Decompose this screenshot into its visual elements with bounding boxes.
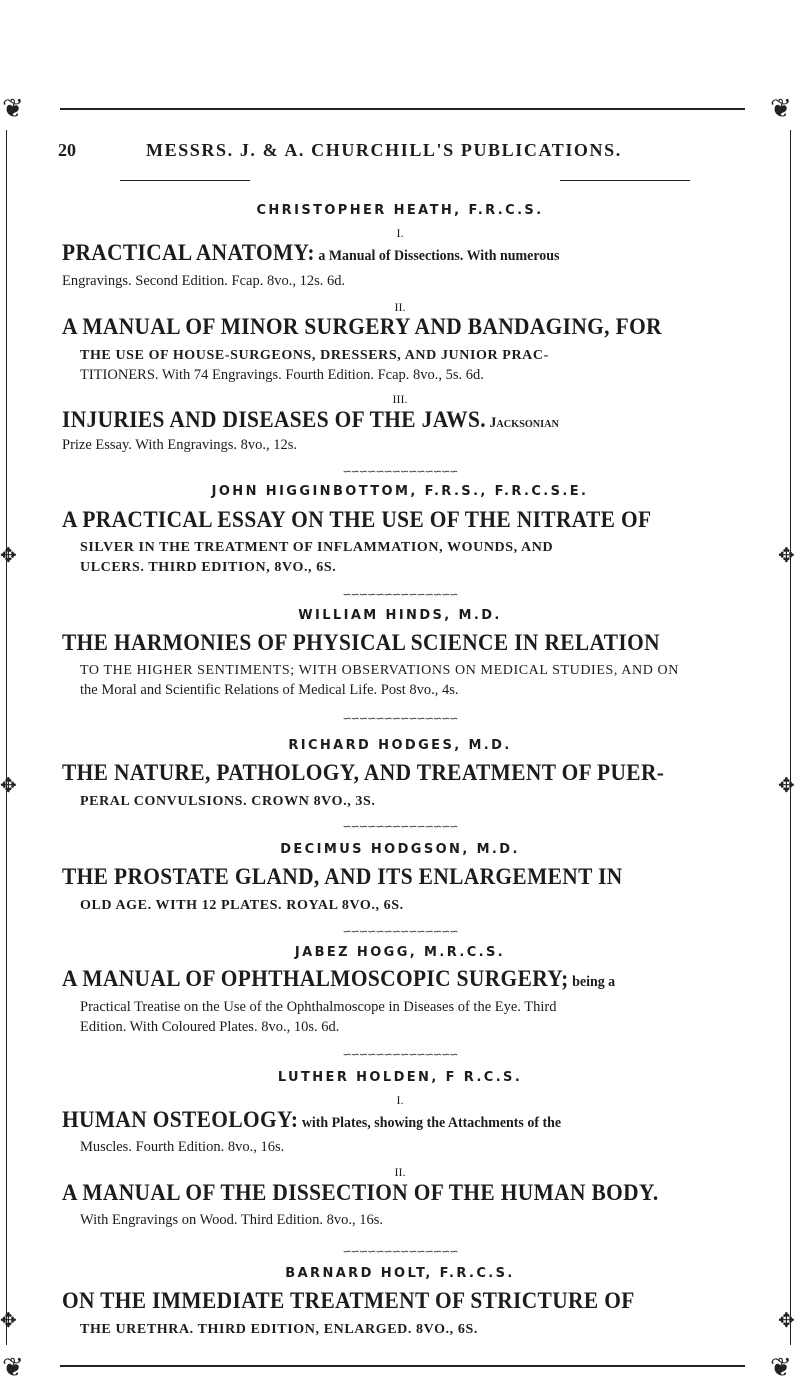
book-description: PERAL CONVULSIONS. CROWN 8VO., 3S. [80,794,376,809]
title-main: HUMAN OSTEOLOGY: [62,1107,299,1132]
separator-flourish: ∽∽∽∽∽∽∽∽∽∽∽∽∽∽ [342,1245,458,1258]
book-title: THE PROSTATE GLAND, AND ITS ENLARGEMENT IN [62,864,623,889]
title-tail: with Plates, showing the Attachments of the [298,1115,562,1131]
side-ornament-icon: ✥ [778,1308,795,1332]
book-title: A PRACTICAL ESSAY ON THE USE OF THE NITRATE OF [62,507,652,532]
title-main: INJURIES AND DISEASES OF THE JAWS. [62,407,486,432]
book-description: TO THE HIGHER SENTIMENTS; WITH OBSERVATIONS ON MEDICAL STUDIES, AND ON [80,663,679,678]
title-main: A MANUAL OF OPHTHALMOSCOPIC SURGERY; [62,966,569,991]
book-title: THE HARMONIES OF PHYSICAL SCIENCE IN RELATION [62,630,660,655]
author-heading: JOHN HIGGINBOTTOM, F.R.S., F.R.C.S.E. [211,484,589,499]
book-title [62,1107,696,1133]
title-main: PRACTICAL ANATOMY: [62,240,315,265]
corner-ornament-icon: ❦ [2,94,24,124]
header-rule-left [120,180,250,181]
author-heading: RICHARD HODGES, M.D. [288,738,512,753]
book-description: OLD AGE. WITH 12 PLATES. ROYAL 8VO., 6S. [80,898,404,913]
corner-ornament-icon: ❦ [770,94,792,124]
author-heading: WILLIAM HINDS, M.D. [298,608,502,623]
book-title: A MANUAL OF MINOR SURGERY AND BANDAGING, FOR [62,314,662,339]
running-header [58,140,740,168]
top-border-rule [60,108,745,110]
side-ornament-icon: ✥ [778,543,795,567]
title-tail: a Manual of Dissections. With numerous [314,248,560,264]
book-description: SILVER IN THE TREATMENT OF INFLAMMATION, WOUNDS, AND [80,540,554,555]
separator-flourish: ∽∽∽∽∽∽∽∽∽∽∽∽∽∽ [342,588,458,601]
separator-flourish: ∽∽∽∽∽∽∽∽∽∽∽∽∽∽ [342,820,458,833]
book-description: Engravings. Second Edition. Fcap. 8vo., 12s. 6d. [62,273,346,289]
item-numeral: II. [394,300,406,314]
separator-flourish: ∽∽∽∽∽∽∽∽∽∽∽∽∽∽ [342,465,458,478]
book-description: THE USE OF HOUSE-SURGEONS, DRESSERS, AND JUNIOR PRAC- [80,348,549,363]
book-description: Prize Essay. With Engravings. 8vo., 12s. [62,437,298,453]
side-ornament-icon: ✥ [0,773,17,797]
item-numeral: III. [392,392,408,406]
author-heading: CHRISTOPHER HEATH, F.R.C.S. [256,203,544,218]
title-tail: Jacksonian [485,415,559,431]
corner-ornament-icon: ❦ [2,1353,24,1383]
corner-ornament-icon: ❦ [770,1353,792,1383]
book-title: THE NATURE, PATHOLOGY, AND TREATMENT OF PUER- [62,760,665,785]
book-title [62,240,696,266]
header-rule-right [560,180,690,181]
side-ornament-icon: ✥ [0,543,17,567]
book-description-cont: the Moral and Scientific Relations of Medical Life. Post 8vo., 4s. [80,682,459,698]
author-heading: BARNARD HOLT, F.R.C.S. [285,1266,515,1281]
book-title [62,407,696,433]
title-tail: being a [568,974,616,990]
book-description-cont: Edition. With Coloured Plates. 8vo., 10s. 6d. [80,1019,340,1035]
book-title [62,966,696,992]
author-heading: DECIMUS HODGSON, M.D. [280,842,520,857]
book-description-cont: TITIONERS. With 74 Engravings. Fourth Edition. Fcap. 8vo., 5s. 6d. [80,367,484,383]
book-title: ON THE IMMEDIATE TREATMENT OF STRICTURE OF [62,1288,635,1313]
side-ornament-icon: ✥ [0,1308,17,1332]
running-title: MESSRS. J. & A. CHURCHILL'S PUBLICATIONS. [146,140,622,160]
item-numeral: I. [396,1093,404,1107]
author-heading: JABEZ HOGG, M.R.C.S. [294,945,506,960]
bottom-border-rule [60,1365,745,1367]
book-description-cont: ULCERS. THIRD EDITION, 8VO., 6S. [80,560,337,575]
book-description: Practical Treatise on the Use of the Ophthalmoscope in Diseases of the Eye. Third [80,999,557,1015]
page-number: 20 [58,140,76,160]
separator-flourish: ∽∽∽∽∽∽∽∽∽∽∽∽∽∽ [342,925,458,938]
side-ornament-icon: ✥ [778,773,795,797]
book-description: THE URETHRA. THIRD EDITION, ENLARGED. 8VO., 6S. [80,1322,478,1337]
separator-flourish: ∽∽∽∽∽∽∽∽∽∽∽∽∽∽ [342,712,458,725]
item-numeral: I. [396,226,404,240]
book-description: Muscles. Fourth Edition. 8vo., 16s. [80,1139,285,1155]
separator-flourish: ∽∽∽∽∽∽∽∽∽∽∽∽∽∽ [342,1048,458,1061]
book-description: With Engravings on Wood. Third Edition. 8vo., 16s. [80,1212,384,1228]
book-title: A MANUAL OF THE DISSECTION OF THE HUMAN BODY. [62,1180,659,1205]
author-heading: LUTHER HOLDEN, F R.C.S. [277,1070,523,1085]
item-numeral: II. [394,1165,406,1179]
